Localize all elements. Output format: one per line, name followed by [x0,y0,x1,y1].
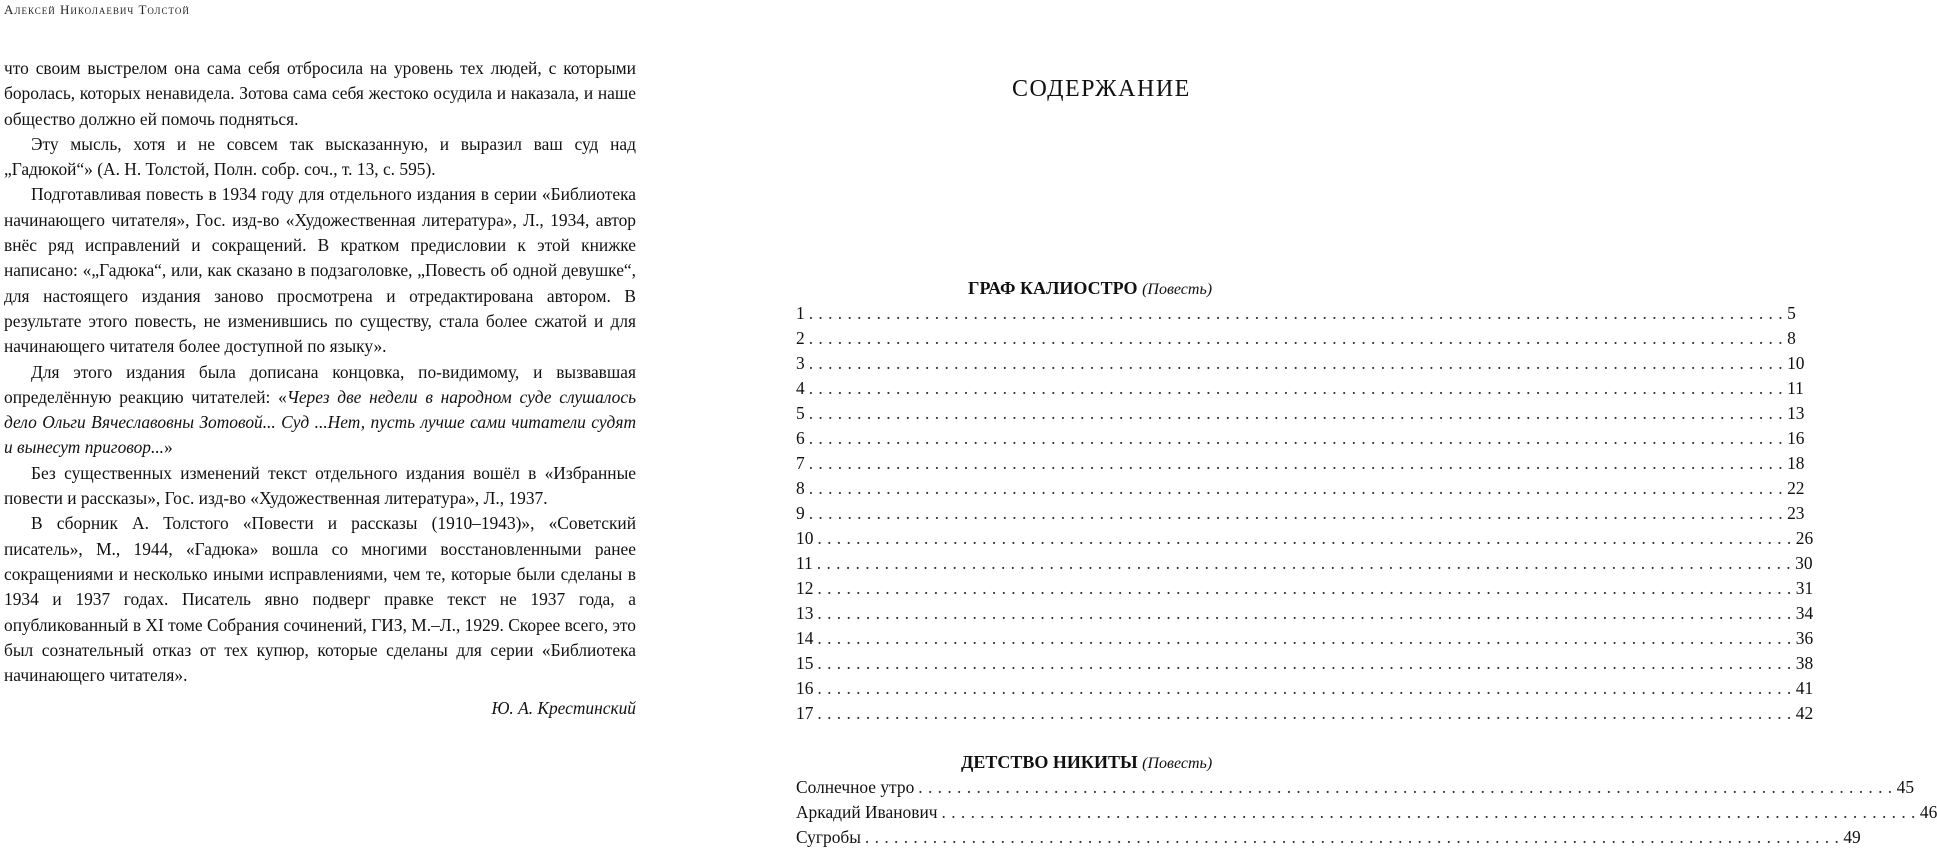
toc-entry-page: 16 [1787,428,1805,448]
toc-title: СОДЕРЖАНИЕ [1012,76,1191,102]
dot-leader [865,825,1839,850]
toc-entry [796,825,1861,850]
toc-entry-page: 38 [1795,653,1814,673]
toc-entry-page: 23 [1787,503,1805,523]
toc-entry [796,800,1937,825]
toc-entry [796,451,1805,476]
toc-entry [796,401,1805,426]
toc-entry-page: 46 [1919,802,1937,822]
section-title-text: ГРАФ КАЛИОСТРО [968,278,1138,298]
dot-leader [809,426,1783,451]
toc-entry-label: 9 [796,503,805,523]
section-title [968,278,1680,299]
toc-entry [796,676,1814,701]
left-page [0,0,712,856]
quote-close: » [164,437,173,458]
toc-entry-label: 16 [796,678,814,698]
toc-list [796,301,1814,726]
toc-entry-label: 12 [796,578,814,598]
toc-entry [796,775,1915,800]
toc-entry-label: 4 [796,378,805,398]
toc-entry-page: 45 [1896,777,1915,797]
toc-entry-label: Аркадий Иванович [796,802,938,822]
paragraph: что своим выстрелом она сама себя отбросила на уровень тех людей, с которыми боролась, которых ненавидела. Зотова сама себя жестоко осудила и наказала, и наше общество должно ей помочь подняться. [4,58,636,129]
dot-leader [809,451,1783,476]
section-title [961,752,1673,773]
toc-entry-page: 49 [1843,827,1861,847]
toc-entry-page: 36 [1795,628,1814,648]
toc-entry-page: 8 [1787,328,1796,348]
body-text [4,56,636,722]
toc-entry-page: 18 [1787,453,1805,473]
toc-entry-page: 34 [1795,603,1814,623]
toc-entry-label: 8 [796,478,805,498]
dot-leader [817,701,1791,726]
dot-leader [817,676,1791,701]
dot-leader [817,651,1791,676]
toc-entry-label: Сугробы [796,827,861,847]
dot-leader [809,401,1783,426]
toc-entry-label: 14 [796,628,814,648]
toc-entry-label: 15 [796,653,814,673]
toc-entry [796,701,1814,726]
toc-entry [796,351,1805,376]
toc-entry-label: 6 [796,428,805,448]
dot-leader [942,800,1916,825]
quoted-ending: Через две недели в народном суде слушалось дело Ольги Вячеславовны Зотовой... Суд ...Нет, пусть лучше сами читатели судят и вынесут приговор... [4,386,636,458]
toc-list [796,775,1937,850]
toc-entry-page: 41 [1795,678,1814,698]
section-subtitle: (Повесть) [1142,755,1213,772]
toc-entry-page: 31 [1795,578,1814,598]
toc-entry-label: 13 [796,603,814,623]
toc-entry-label: 17 [796,703,814,723]
dot-leader [817,576,1791,601]
toc-entry [796,626,1814,651]
toc-entry [796,601,1814,626]
toc-entry-label: 5 [796,403,805,423]
dot-leader [809,351,1783,376]
toc-entry [796,576,1814,601]
toc-entry-page: 13 [1787,403,1805,423]
toc-entry-page: 11 [1787,378,1804,398]
toc-entry [796,476,1805,501]
toc-entry [796,326,1796,351]
dot-leader [918,775,1892,800]
right-page [712,0,1937,856]
toc-entry [796,526,1814,551]
paragraph: В сборник А. Толстого «Повести и рассказы (1910–1943)», «Советский писатель», М., 1944, «Гадюка» вошла со многими восстановленными ранее сокращениями и несколько иными исправлениями, чем те, которые были сделаны в 1934 и 1937 годах. Писатель явно подверг правке текст не 1937 года, а опубликованный в XI томе Собрания сочинений, ГИЗ, М.–Л., 1929. Скорее всего, это был сознательный отказ от тех купюр, которые сделаны для серии «Библиотека начинающего читателя». [4,513,636,686]
dot-leader [817,601,1791,626]
paragraph [4,360,636,461]
toc-entry [796,501,1805,526]
toc-entry-page: 5 [1787,303,1796,323]
toc-entry-page: 30 [1795,553,1813,573]
running-header: Алексей Николаевич Толстой [4,2,190,17]
dot-leader [817,526,1791,551]
paragraph-text: Для этого издания была дописана концовка, по-видимому, и вызвавшая определённую реакцию читателей: « [4,361,636,407]
section-subtitle: (Повесть) [1142,281,1213,298]
toc-entry-label: Солнечное утро [796,777,915,797]
paragraph: Эту мысль, хотя и не совсем так высказанную, и выразил ваш суд над „Гадюкой“» (А. Н. Толстой, Полн. собр. соч., т. 13, с. 595). [4,133,636,180]
toc-entry-label: 10 [796,528,814,548]
toc-entry-label: 3 [796,353,805,373]
dot-leader [809,501,1783,526]
toc-entry [796,376,1804,401]
dot-leader [809,376,1783,401]
dot-leader [817,551,1791,576]
toc-entry-page: 42 [1795,703,1814,723]
toc-entry-page: 22 [1787,478,1805,498]
toc-entry-label: 7 [796,453,805,473]
toc-entry [796,301,1796,326]
toc-entry-page: 26 [1795,528,1814,548]
toc-entry-page: 10 [1787,353,1805,373]
toc-entry-label: 2 [796,328,805,348]
signature: Ю. А. Крестинский [491,698,636,719]
dot-leader [809,326,1783,351]
paragraph: Без существенных изменений текст отдельного издания вошёл в «Избранные повести и рассказы», Гос. изд-во «Художественная литература», Л., 1937. [4,462,636,509]
toc-entry [796,426,1805,451]
dot-leader [809,476,1783,501]
paragraph: Подготавливая повесть в 1934 году для отдельного издания в серии «Библиотека начинающего читателя», Гос. изд-во «Художественная литература», Л., 1934, автор внёс ряд исправлений и сокращений. В кратком предисловии к этой книжке написано: «„Гадюка“, или, как сказано в подзаголовке, „Повесть об одной девушке“, для настоящего издания заново просмотрена и отредактирована автором. В результате этого повесть, не изменившись по существу, стала более сжатой и для начинающего читателя более доступной по языку». [4,184,636,357]
section-title-text: ДЕТСТВО НИКИТЫ [961,752,1138,772]
dot-leader [809,301,1783,326]
toc-entry [796,551,1813,576]
toc-entry-label: 11 [796,553,813,573]
dot-leader [817,626,1791,651]
toc-entry [796,651,1814,676]
toc-entry-label: 1 [796,303,805,323]
